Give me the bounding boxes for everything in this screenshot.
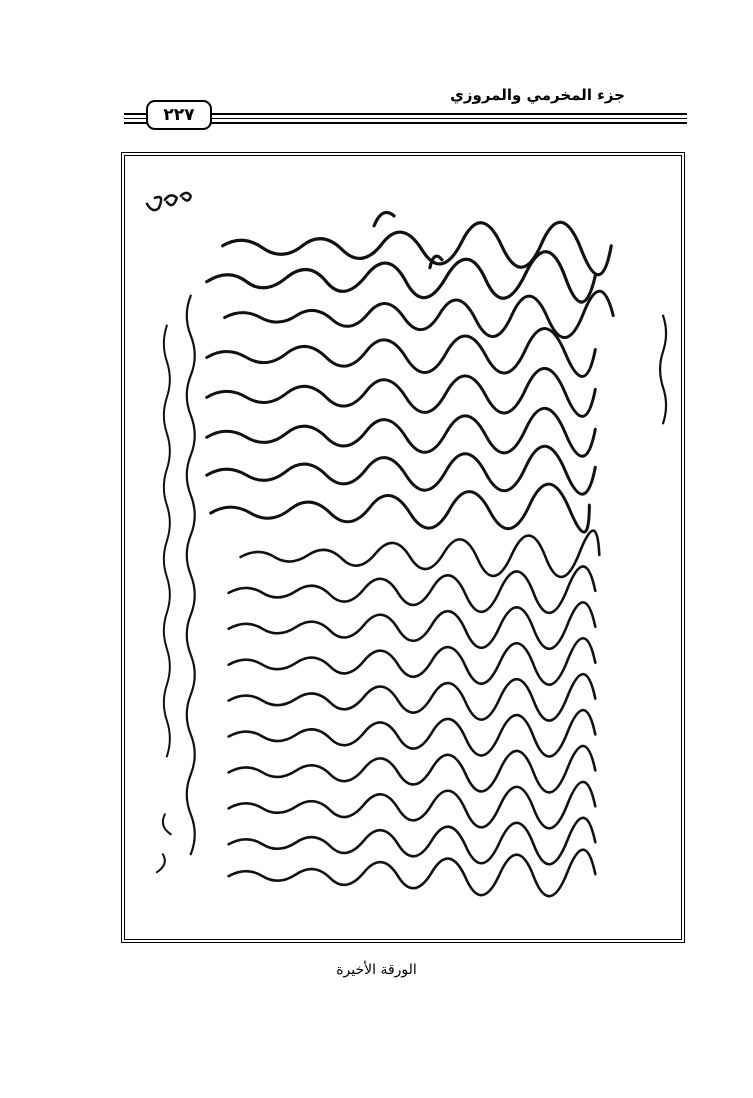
manuscript-frame [124, 155, 682, 940]
running-header-title: جزء المخرمي والمروزي [450, 86, 625, 104]
caption: الورقة الأخيرة [336, 962, 417, 978]
page-number-box: ٢٢٧ [146, 100, 212, 130]
manuscript-handwriting-image [125, 156, 681, 939]
